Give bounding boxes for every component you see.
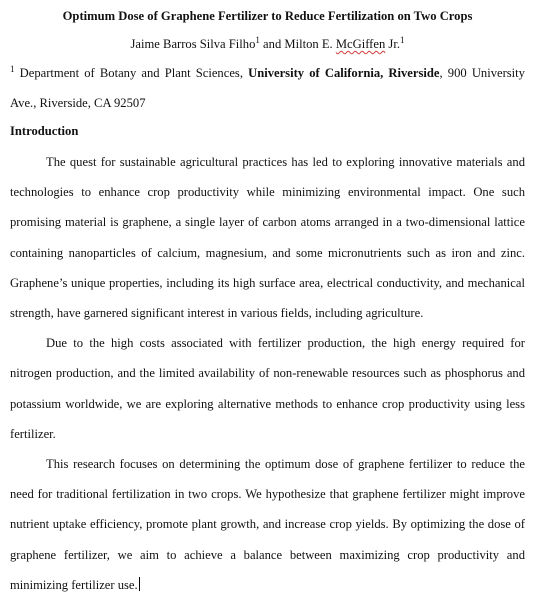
affiliation-address: , 900 University Ave., Riverside, CA 92507	[10, 66, 525, 110]
document-title: Optimum Dose of Graphene Fertilizer to Reduce Fertilization on Two Crops	[62, 9, 473, 23]
author-1-affiliation-mark: 1	[255, 34, 260, 45]
author-2-surname-spellcheck[interactable]: McGiffen	[335, 37, 386, 51]
affiliation-department: Department of Botany and Plant Sciences,	[14, 66, 249, 80]
author-joiner: and Milton E.	[259, 37, 336, 51]
intro-paragraph-2[interactable]: Due to the high costs associated with fertilizer production, the high energy required for nitrogen production, and the limited availability of non-renewable resources such as phosphorus and potassium worldwide, we are exploring alternative methods to enhance crop productivity using less fertilizer.	[10, 336, 525, 441]
author-2-suffix: Jr.	[385, 37, 400, 51]
introduction-heading: Introduction	[10, 124, 79, 138]
intro-paragraph-1[interactable]: The quest for sustainable agricultural practices has led to exploring innovative materials and technologies to enhance crop productivity while minimizing environmental impact. One such promising material is graphene, a single layer of carbon atoms arranged in a two-dimensional lattice containing nanoparticles of calcium, magnesium, and some micronutrients such as iron and zinc. Graphene’s unique properties, including its high surface area, electrical conductivity, and mechanical strength, have garnered significant interest in various fields, including agriculture.	[10, 155, 525, 321]
affiliation	[10, 58, 525, 118]
intro-paragraph-3[interactable]	[10, 449, 525, 600]
author-2-affiliation-mark: 1	[399, 34, 405, 45]
text-cursor	[139, 577, 140, 591]
affiliation-university: University of California, Riverside	[248, 66, 440, 80]
author-line	[10, 36, 525, 52]
affiliation-mark: 1	[10, 63, 15, 74]
intro-paragraph-3-text: This research focuses on determining the optimum dose of graphene fertilizer to reduce the need for traditional fertilization in two crops. We hypothesize that graphene fertilizer might improve nutrient uptake efficiency, promote plant growth, and increase crop yields. By optimizing the dose of graphene fertilizer, we aim to achieve a balance between maximizing crop productivity and minimizing fertilizer use.	[10, 457, 525, 592]
author-1-name: Jaime Barros Silva Filho	[130, 37, 256, 51]
